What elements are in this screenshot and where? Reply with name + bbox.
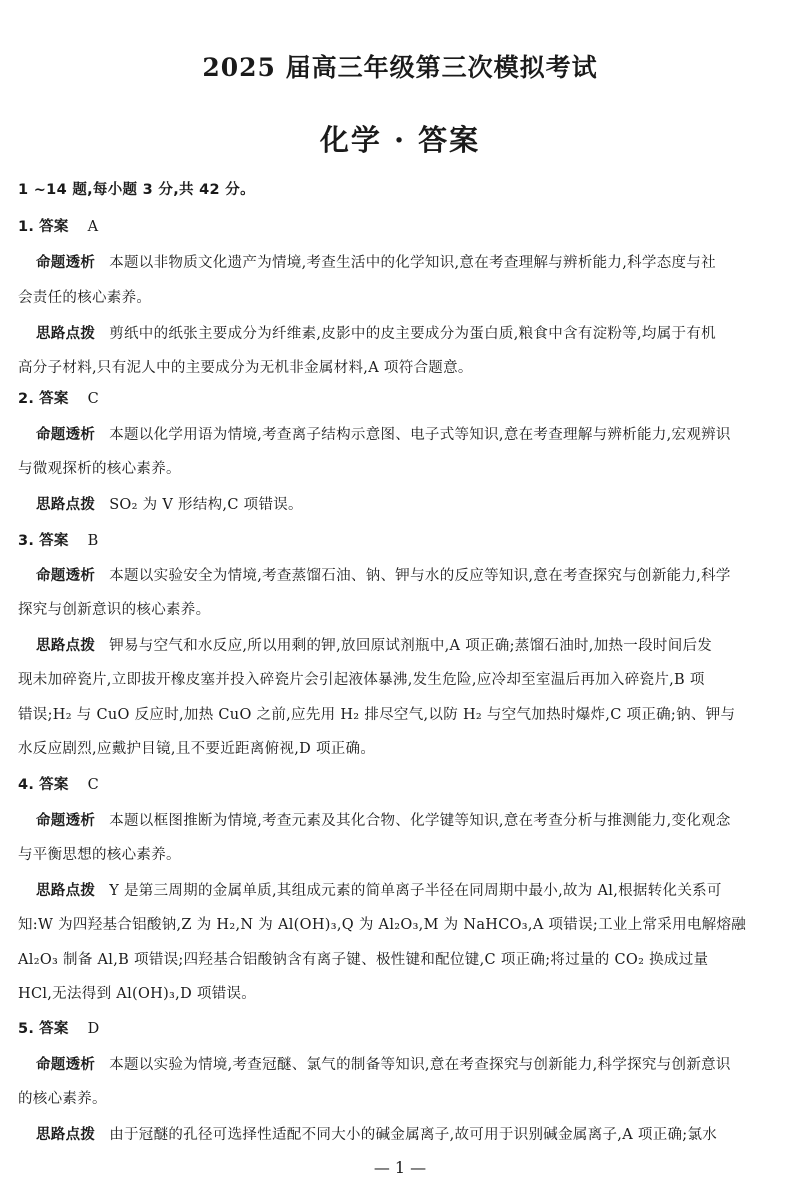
analysis-text: 本题以实验安全为情境,考查蒸馏石油、钠、钾与水的反应等知识,意在考查探究与创新能力,科学: [109, 568, 731, 584]
question-2-answer: [18, 389, 784, 409]
hint-text: 水反应剧烈,应戴护目镜,且不要近距离俯视,D 项正确。: [18, 741, 376, 757]
analysis-text: 探究与创新意识的核心素养。: [18, 602, 211, 618]
hint-text: 钾易与空气和水反应,所以用剩的钾,放回原试剂瓶中,A 项正确;蒸馏石油时,加热一段时间后发: [109, 638, 713, 654]
hint-label: 思路点拨: [36, 1127, 96, 1143]
question-number: 3.: [18, 533, 35, 549]
analysis-label: 命题透析: [36, 568, 96, 584]
hint-text: Al₂O₃ 制备 Al,B 项错误;四羟基合铝酸钠含有离子键、极性键和配位键,C 项正确;将过量的 CO₂ 换成过量: [18, 952, 709, 968]
question-1-analysis: [36, 253, 784, 273]
hint-text: 由于冠醚的孔径可选择性适配不同大小的碱金属离子,故可用于识别碱金属离子,A 项正确;氯水: [109, 1127, 718, 1143]
subject-title: 化学 · 答案: [319, 123, 481, 157]
question-number: 2.: [18, 391, 35, 407]
analysis-text: 本题以框图推断为情境,考查元素及其化合物、化学键等知识,意在考查分析与推测能力,变化观念: [109, 813, 731, 829]
answer-label: 答案: [39, 533, 69, 549]
answer-value: C: [87, 391, 100, 407]
hint-text: 现未加碎瓷片,立即拔开橡皮塞并投入碎瓷片会引起液体暴沸,发生危险,应冷却至室温后再加入碎瓷片,B 项: [18, 672, 705, 688]
answer-label: 答案: [39, 391, 69, 407]
question-3-hint: [36, 636, 784, 656]
analysis-text: 本题以化学用语为情境,考查离子结构示意图、电子式等知识,意在考查理解与辨析能力,宏观辨识: [109, 427, 731, 443]
hint-label: 思路点拨: [36, 326, 96, 342]
answer-value: C: [87, 777, 100, 793]
exam-title: 2025 届高三年级第三次模拟考试: [202, 53, 598, 82]
hint-text: 知:W 为四羟基合铝酸钠,Z 为 H₂,N 为 Al(OH)₃,Q 为 Al₂O₃,M 为 NaHCO₃,A 项错误;工业上常采用电解熔融: [18, 917, 747, 933]
analysis-label: 命题透析: [36, 1057, 96, 1073]
answer-label: 答案: [39, 1021, 69, 1037]
analysis-text: 本题以实验为情境,考查冠醚、氯气的制备等知识,意在考查探究与创新能力,科学探究与创新意识: [109, 1057, 731, 1073]
question-5-answer: [18, 1019, 784, 1039]
hint-text: HCl,无法得到 Al(OH)₃,D 项错误。: [18, 986, 257, 1002]
analysis-text: 与微观探析的核心素养。: [18, 461, 181, 477]
section-intro: 1 ~14 题,每小题 3 分,共 42 分。: [18, 182, 255, 198]
answer-value: A: [87, 219, 99, 235]
answer-value: B: [87, 533, 99, 549]
analysis-label: 命题透析: [36, 813, 96, 829]
question-3-analysis: [36, 566, 784, 586]
hint-label: 思路点拨: [36, 638, 96, 654]
analysis-label: 命题透析: [36, 255, 96, 271]
question-number: 5.: [18, 1021, 35, 1037]
analysis-label: 命题透析: [36, 427, 96, 443]
question-3-answer: [18, 531, 784, 551]
question-number: 1.: [18, 219, 35, 235]
hint-text: 错误;H₂ 与 CuO 反应时,加热 CuO 之前,应先用 H₂ 排尽空气,以防 H₂ 与空气加热时爆炸,C 项正确;钠、钾与: [18, 707, 736, 723]
analysis-text: 会责任的核心素养。: [18, 290, 152, 306]
question-4-answer: [18, 775, 784, 795]
page-number: — 1 —: [373, 1158, 427, 1177]
analysis-text: 的核心素养。: [18, 1091, 107, 1107]
hint-label: 思路点拨: [36, 497, 96, 513]
question-2-hint: [36, 495, 784, 515]
hint-text: SO₂ 为 V 形结构,C 项错误。: [109, 497, 303, 513]
answer-value: D: [87, 1021, 100, 1037]
analysis-text: 与平衡思想的核心素养。: [18, 847, 181, 863]
answer-label: 答案: [39, 219, 69, 235]
question-number: 4.: [18, 777, 35, 793]
hint-label: 思路点拨: [36, 883, 96, 899]
question-5-analysis: [36, 1055, 784, 1075]
hint-text: 高分子材料,只有泥人中的主要成分为无机非金属材料,A 项符合题意。: [18, 360, 473, 376]
answer-label: 答案: [39, 777, 69, 793]
question-1-hint: [36, 324, 784, 344]
question-1-answer: [18, 217, 784, 237]
analysis-text: 本题以非物质文化遗产为情境,考查生活中的化学知识,意在考查理解与辨析能力,科学态度与社: [109, 255, 716, 271]
question-5-hint: [36, 1125, 784, 1145]
question-4-hint: [36, 881, 784, 901]
hint-text: 剪纸中的纸张主要成分为纤维素,皮影中的皮主要成分为蛋白质,粮食中含有淀粉等,均属于有机: [109, 326, 716, 342]
question-2-analysis: [36, 425, 784, 445]
question-4-analysis: [36, 811, 784, 831]
hint-text: Y 是第三周期的金属单质,其组成元素的简单离子半径在同周期中最小,故为 Al,根据转化关系可: [109, 883, 722, 899]
